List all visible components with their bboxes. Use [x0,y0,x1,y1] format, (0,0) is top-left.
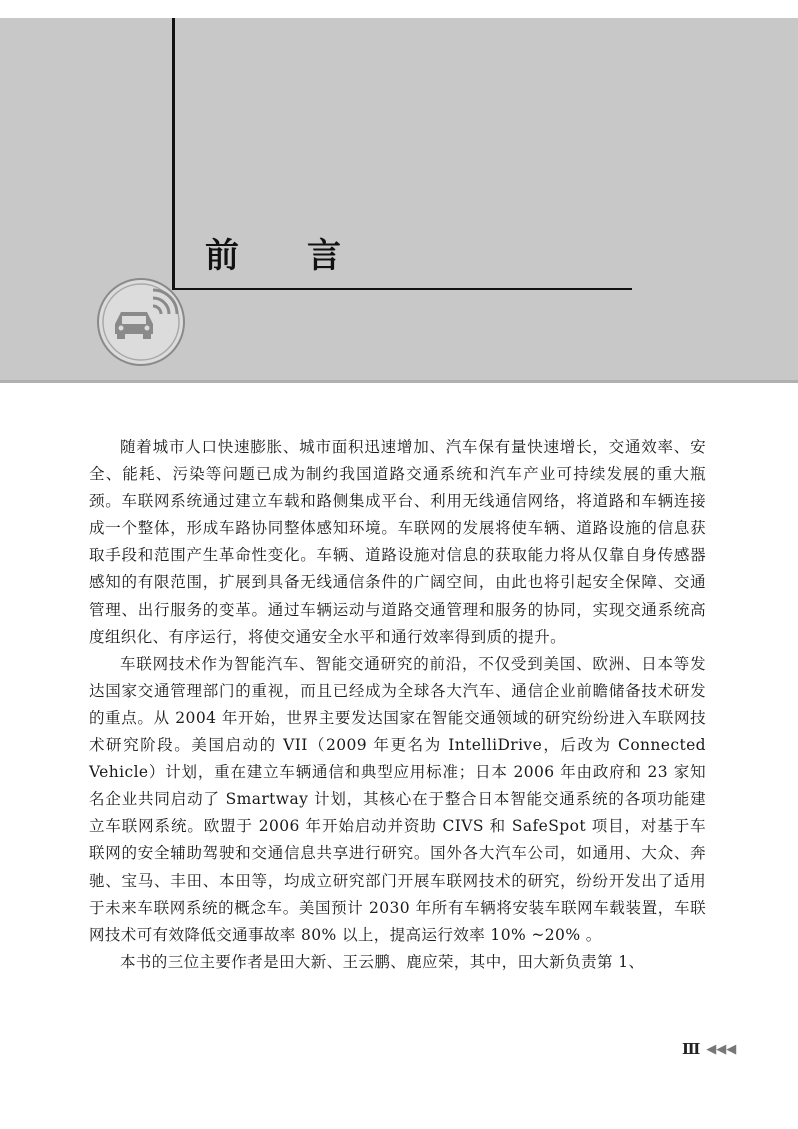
page-footer [682,1040,736,1058]
triple-left-arrow-icon: ◀◀◀ [706,1041,737,1057]
paragraph-2: 车联网技术作为智能汽车、智能交通研究的前沿，不仅受到美国、欧洲、日本等发达国家交通管理部门的重视，而且已经成为全球各大汽车、通信企业前瞻储备技术研发的重点。从 2004 年开始，世界主要发达国家在智能交通领域的研究纷纷进入车联网技术研究阶段。美国启动的 VII（2009 年更名为 IntelliDrive，后改为 Connected Vehicle）计划，重在建立车辆通信和典型应用标准；日本 2006 年由政府和 23 家知名企业共同启动了 Smartway 计划，其核心在于整合日本智能交通系统的各项功能建立车联网系统。欧盟于 2006 年开始启动并资助 CIVS 和 SafeSpot 项目，对基于车联网的安全辅助驾驶和交通信息共享进行研究。国外各大汽车公司，如通用、大众、奔驰、宝马、丰田、本田等，均成立研究部门开展车联网技术的研究，纷纷开发出了适用于未来车联网系统的概念车。美国预计 2030 年所有车辆将安装车联网车载装置，车联网技术可有效降低交通事故率 80% 以上，提高运行效率 10% ~20% 。 [89,654,706,944]
header-horizontal-rule [172,288,632,290]
page-number: Ⅲ [682,1040,701,1058]
chapter-title: 前言 [205,236,409,276]
car-wifi-icon [95,276,187,368]
paragraph-1: 随着城市人口快速膨胀、城市面积迅速增加、汽车保有量快速增长，交通效率、安全、能耗、污染等问题已成为制约我国道路交通系统和汽车产业可持续发展的重大瓶颈。车联网系统通过建立车载和路侧集成平台、利用无线通信网络，将道路和车辆连接成一个整体，形成车路协同整体感知环境。车联网的发展将使车辆、道路设施的信息获取手段和范围产生革命性变化。车辆、道路设施对信息的获取能力将从仅靠自身传感器感知的有限范围，扩展到具备无线通信条件的广阔空间，由此也将引起安全保障、交通管理、出行服务的变革。通过车辆运动与道路交通管理和服务的协同，实现交通系统高度组织化、有序运行，将使交通安全水平和通行效率得到质的提升。 [89,438,706,646]
paragraph-3: 本书的三位主要作者是田大新、王云鹏、鹿应荣，其中，田大新负责第 1、 [120,952,645,971]
body-text [89,434,706,976]
header-vertical-rule [172,18,175,290]
